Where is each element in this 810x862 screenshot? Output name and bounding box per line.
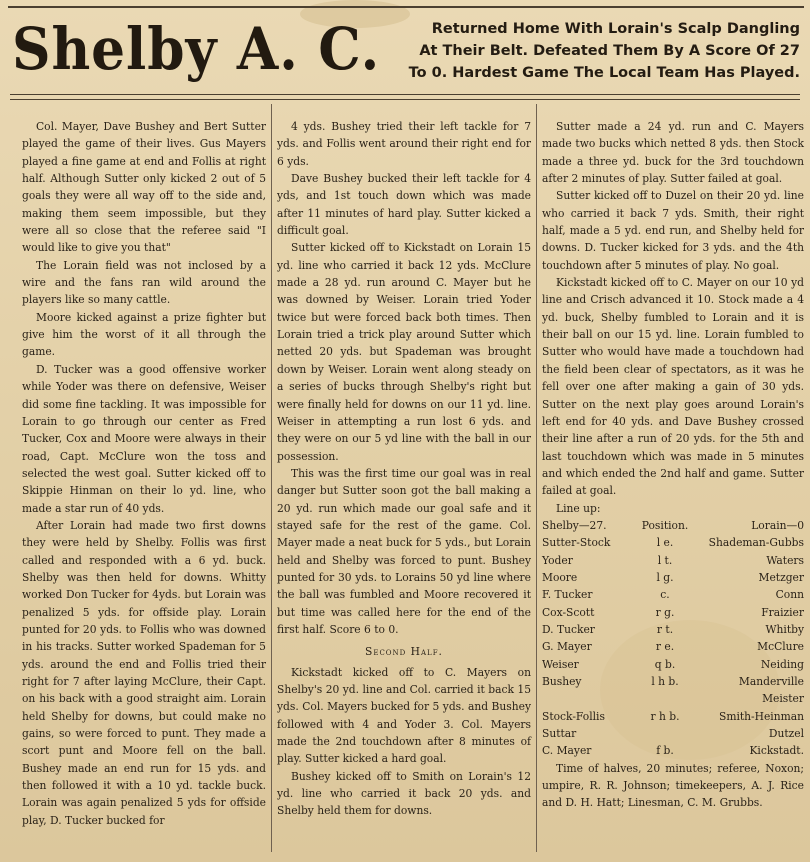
lineup-cell: Meister <box>762 692 804 706</box>
lineup-cell: r h b. <box>650 709 680 723</box>
paragraph: D. Tucker was a good offensive worker while Yoder was there on defensive, Weiser did some fine tackling. It was impossible for Lorain to go through our center as Fred Tucker, Cox and Moore were always in their road, Capt. McClure won the toss and selected the west goal. Sutter kicked off to Skippie Hinman on their lo yd. line, who made a star run of 40 yds. <box>22 362 266 515</box>
headline: Shelby A. C. <box>12 15 381 83</box>
lineup-cell: Metzger <box>758 570 804 584</box>
lineup-cell: c. <box>660 588 670 602</box>
column-divider-2 <box>536 104 537 852</box>
lineup-cell: F. Tucker <box>542 588 593 602</box>
article-column-2 <box>277 118 531 820</box>
lineup-cell: C. Mayer <box>542 744 592 758</box>
lineup-cell: l g. <box>656 570 674 584</box>
paragraph: Moore kicked against a prize fighter but give him the worst of it all through the game. <box>22 310 266 359</box>
lineup-cell: l e. <box>656 536 674 550</box>
lineup-cell: r t. <box>656 622 674 636</box>
paragraph: Kickstadt kicked off to C. Mayer on our 10 yd line and Crisch advanced it 10. Stock made a 4 yd. buck, Shelby fumbled to Lorain and it is their ball on our 15 yd. line. Lorain fumbled to Sutter who would have made a touchdown had the field been clear of spectators, as it was he fell over one after making a gain of 30 yds. Sutter on the next play goes around Lorain's left end for 40 yds. and Dave Bushey crossed their line after a run of 20 yds. for the 5th and last touchdown which was made in 5 minutes and which ended the 2nd half and game. Sutter failed at goal. <box>542 276 804 498</box>
lineup-cell: Moore <box>542 570 578 584</box>
header-rule-thin <box>10 99 800 100</box>
paragraph: The Lorain field was not inclosed by a wire and the fans ran wild around the players like so many cattle. <box>22 258 266 307</box>
lineup-cell: Yoder <box>542 553 573 567</box>
paragraph: Sutter kicked off to Duzel on their 20 yd. line who carried it back 7 yds. Smith, their right half, made a 5 yd. end run, and Shelby held for downs. D. Tucker kicked for 3 yds. and the 4th touchdown after 5 minutes of play. No goal. <box>542 189 804 272</box>
paragraph: 4 yds. Bushey tried their left tackle for 7 yds. and Follis went around their right end for 6 yds. <box>277 120 531 168</box>
lineup-cell: Smith-Heinman <box>719 709 804 723</box>
paragraph: After Lorain had made two first downs they were held by Shelby. Follis was first called and responded with a 6 yd. buck. Shelby was then held for downs. Whitty worked Don Tucker for 4yds. but Lorain was penalized 5 yds. for offside play. Lorain punted for 20 yds. to Follis who was downed in his tracks. Sutter worked Spademan for 5 yds. around the end and Follis tried their right for 7 after laying McClure, their Capt. on his back with a good straight aim. Lorain held Shelby for downs, but could make no gains, so were forced to punt. They made a scort punt and Moore fell on the ball. Bushey made an end run for 15 yds. and then followed it with a 10 yd. tackle buck. Lorain was again penalized 5 yds for offside play, D. Tucker bucked for <box>22 518 266 827</box>
lineup-cell: Bushey <box>542 675 582 688</box>
subheadline-line-2: At Their Belt. Defeated Them By A Score Of 27 <box>419 43 800 59</box>
lineup-cell: Stock-Follis <box>542 709 605 723</box>
subheadline-line-1: Returned Home With Lorain's Scalp Dangling <box>431 21 800 37</box>
lineup-cell: Cox-Scott <box>542 605 595 619</box>
lineup-header-shelby: Shelby—27. <box>542 518 607 532</box>
lineup-cell: Manderville <box>738 675 804 688</box>
lineup-cell: D. Tucker <box>542 622 595 636</box>
column-divider-1 <box>271 104 272 852</box>
lineup-cell: Shademan-Gubbs <box>708 536 804 550</box>
subheadline-line-3: To 0. Hardest Game The Local Team Has Played. <box>408 65 800 81</box>
lineup-cell <box>626 690 704 707</box>
header-rule <box>10 94 800 95</box>
lineup-cell: Waters <box>766 553 804 567</box>
lineup-cell: Dutzel <box>768 727 804 741</box>
lineup-header-position: Position. <box>641 518 689 532</box>
paragraph: Kickstadt kicked off to C. Mayers on Shelby's 20 yd. line and Col. carried it back 15 yds. Col. Mayers bucked for 5 yds. and Bushey followed with 4 and Yoder 3. Col. Mayers made the 2nd touchdown after 8 minutes of play. Sutter kicked a hard goal. <box>277 665 531 766</box>
lineup-cell: r g. <box>655 605 675 619</box>
paragraph: Sutter made a 24 yd. run and C. Mayers made two bucks which netted 8 yds. then Stock made a three yd. buck for the 3rd touchdown after 2 minutes of play. Sutter failed at goal. <box>542 120 804 186</box>
lineup-cell: f b. <box>656 744 674 758</box>
lineup-cell: G. Mayer <box>542 640 592 654</box>
lineup-cell: Fraizier <box>761 605 804 619</box>
lineup-cell <box>626 725 704 742</box>
lineup-cell <box>542 690 626 707</box>
lineup-cell: Weiser <box>542 657 579 671</box>
paragraph: Bushey kicked off to Smith on Lorain's 12 yd. line who carried it back 20 yds. and Shelby held them for downs. <box>277 769 531 818</box>
lineup-cell: McClure <box>757 640 804 654</box>
paragraph: Col. Mayer, Dave Bushey and Bert Sutter played the game of their lives. Gus Mayers played a fine game at end and Follis at right half. Although Sutter only kicked 2 out of 5 goals they were all way off to the side and, making them seem impossible, but they were all so close that the referee said "I would like to give you that" <box>22 120 266 255</box>
lineup-cell: l t. <box>657 553 673 567</box>
game-officials: Time of halves, 20 minutes; referee, Noxon; umpire, R. R. Johnson; timekeepers, A. J. Rice and D. H. Hatt; Linesman, C. M. Grubbs. <box>542 761 804 810</box>
lineup-heading: Line up: <box>556 501 601 515</box>
paragraph: Dave Bushey bucked their left tackle for 4 yds, and 1st touch down which was made after 11 minutes of hard play. Sutter kicked a difficult goal. <box>277 172 531 238</box>
lineup-cell: r e. <box>655 640 675 654</box>
lineup-cell: Conn <box>775 588 804 602</box>
lineup-cell: Whitby <box>765 622 804 636</box>
paragraph: This was the first time our goal was in real danger but Sutter soon got the ball making a 20 yd. run which made our goal safe and it stayed safe for the rest of the game. Col. Mayer made a neat buck for 5 yds., but Lorain held and Shelby was forced to punt. Bushey punted for 30 yds. to Lorains 50 yd line where the ball was fumbled and Moore recovered it but time was called here for the end of the first half. Score 6 to 0. <box>277 466 531 636</box>
lineup-table <box>542 517 804 760</box>
lineup-header-lorain: Lorain—0 <box>751 518 804 532</box>
top-rule <box>8 6 804 8</box>
lineup-cell: Kickstadt. <box>749 744 804 758</box>
section-heading-second-half: Second Half. <box>365 645 443 659</box>
subheadline <box>326 18 800 84</box>
lineup-cell: Neiding <box>760 657 804 671</box>
article-column-3 <box>542 118 804 812</box>
article-column-1 <box>22 118 266 829</box>
lineup-cell: Sutter-Stock <box>542 536 611 550</box>
lineup-cell: l h b. <box>651 675 679 688</box>
lineup-cell: q b. <box>654 657 676 671</box>
paragraph: Sutter kicked off to Kickstadt on Lorain 15 yd. line who carried it back 12 yds. McClure made a 28 yd. run around C. Mayer but he was downed by Weiser. Lorain tried Yoder twice but were forced back both times. Then Lorain tried a trick play around Sutter which netted 20 yds. but Spademan was brought down by Weiser. Lorain went along steady on a series of bucks through Shelby's right but were finally held for downs on our 11 yd. line. Weiser in attempting a run lost 6 yds. and they were on our 5 yd line with the ball in our possession. <box>277 241 531 463</box>
lineup-cell: Suttar <box>542 727 577 741</box>
